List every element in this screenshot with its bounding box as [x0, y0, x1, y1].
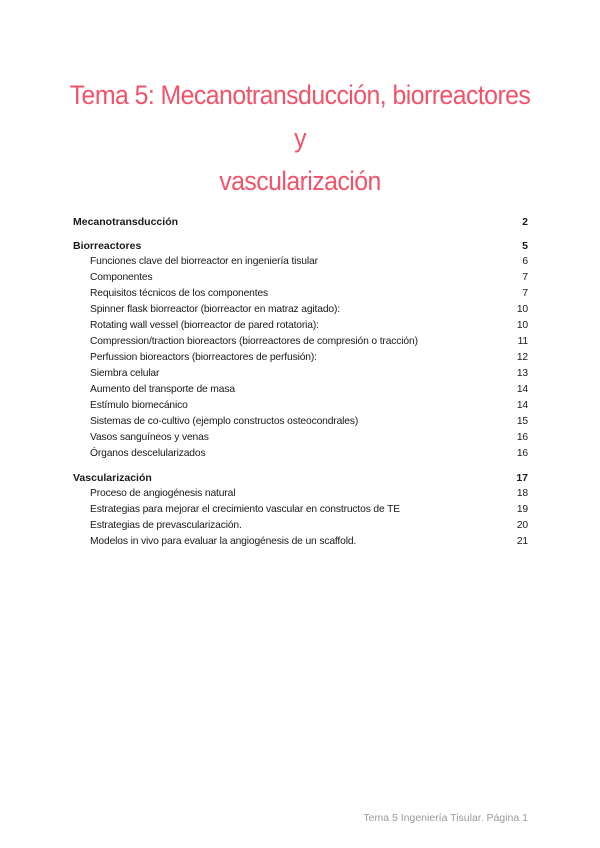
toc-entry-page: 19: [516, 504, 528, 515]
toc-section: [73, 214, 528, 230]
toc-entry-page: 16: [516, 432, 528, 443]
toc-entry-page: 10: [516, 320, 528, 331]
toc-entry-page: 16: [516, 448, 528, 459]
toc-entry-page: 14: [516, 400, 528, 411]
toc-entry-page: 18: [516, 488, 528, 499]
toc-entry-main[interactable]: [73, 238, 528, 254]
page-footer: Tema 5 Ingeniería Tisular. Página 1: [363, 812, 528, 824]
toc-entry-sub[interactable]: [73, 430, 528, 446]
toc-entry-label: Spinner flask biorreactor (biorreactor en matraz agitado):: [90, 304, 340, 315]
toc-entry-main[interactable]: [73, 470, 528, 486]
toc-entry-label: Perfussion bioreactors (biorreactores de perfusión):: [90, 352, 317, 363]
toc-entry-page: 7: [522, 288, 528, 299]
toc-entry-sub[interactable]: [73, 398, 528, 414]
toc-entry-sub[interactable]: [73, 334, 528, 350]
toc-entry-page: 10: [516, 304, 528, 315]
toc-entry-label: Sistemas de co-cultivo (ejemplo constructos osteocondrales): [90, 416, 359, 427]
toc-entry-sub[interactable]: [73, 286, 528, 302]
toc-entry-sub[interactable]: [73, 270, 528, 286]
toc-entry-label: Órganos descelularizados: [90, 448, 206, 459]
toc-entry-label: Estrategias de prevascularización.: [90, 520, 242, 531]
toc-entry-main[interactable]: [73, 214, 528, 230]
table-of-contents: [73, 214, 528, 558]
toc-entry-label: Funciones clave del biorreactor en ingeniería tisular: [90, 256, 318, 267]
toc-entry-page: 11: [517, 336, 528, 347]
toc-entry-sub[interactable]: [73, 350, 528, 366]
toc-entry-page: 21: [516, 536, 528, 547]
toc-entry-label: Biorreactores: [73, 240, 142, 252]
toc-entry-label: Rotating wall vessel (biorreactor de pared rotatoria):: [90, 320, 319, 331]
toc-entry-label: Vasos sanguíneos y venas: [90, 432, 209, 443]
toc-entry-page: 17: [516, 472, 528, 484]
toc-entry-sub[interactable]: [73, 318, 528, 334]
toc-entry-sub[interactable]: [73, 534, 528, 550]
document-title: [61, 74, 539, 203]
toc-entry-label: Estímulo biomecánico: [90, 400, 188, 411]
toc-entry-label: Aumento del transporte de masa: [90, 384, 235, 395]
toc-entry-page: 2: [522, 216, 528, 228]
toc-entry-page: 20: [516, 520, 528, 531]
toc-entry-page: 5: [522, 240, 528, 252]
toc-entry-sub[interactable]: [73, 302, 528, 318]
toc-entry-page: 6: [522, 256, 528, 267]
toc-entry-label: Componentes: [90, 272, 153, 283]
toc-entry-sub[interactable]: [73, 446, 528, 462]
title-line-1: Tema 5: Mecanotransducción, biorreactores y: [69, 80, 531, 153]
toc-entry-label: Requisitos técnicos de los componentes: [90, 288, 269, 299]
toc-entry-sub[interactable]: [73, 382, 528, 398]
toc-entry-label: Vascularización: [73, 472, 152, 484]
toc-entry-label: Siembra celular: [90, 368, 160, 379]
toc-entry-page: 12: [516, 352, 528, 363]
toc-entry-sub[interactable]: [73, 518, 528, 534]
title-line-2: vascularización: [219, 166, 381, 196]
toc-entry-sub[interactable]: [73, 366, 528, 382]
toc-entry-label: Proceso de angiogénesis natural: [90, 488, 236, 499]
toc-entry-page: 13: [516, 368, 528, 379]
toc-entry-sub[interactable]: [73, 254, 528, 270]
toc-section: [73, 470, 528, 550]
toc-entry-label: Mecanotransducción: [73, 216, 179, 228]
toc-entry-sub[interactable]: [73, 486, 528, 502]
toc-entry-label: Compression/traction bioreactors (biorreactores de compresión o tracción): [90, 336, 418, 347]
toc-entry-sub[interactable]: [73, 414, 528, 430]
toc-section: [73, 238, 528, 462]
toc-entry-sub[interactable]: [73, 502, 528, 518]
toc-entry-label: Estrategias para mejorar el crecimiento vascular en constructos de TE: [90, 504, 400, 515]
toc-entry-page: 15: [516, 416, 528, 427]
toc-entry-page: 7: [522, 272, 528, 283]
toc-entry-page: 14: [516, 384, 528, 395]
toc-entry-label: Modelos in vivo para evaluar la angiogénesis de un scaffold.: [90, 536, 357, 547]
